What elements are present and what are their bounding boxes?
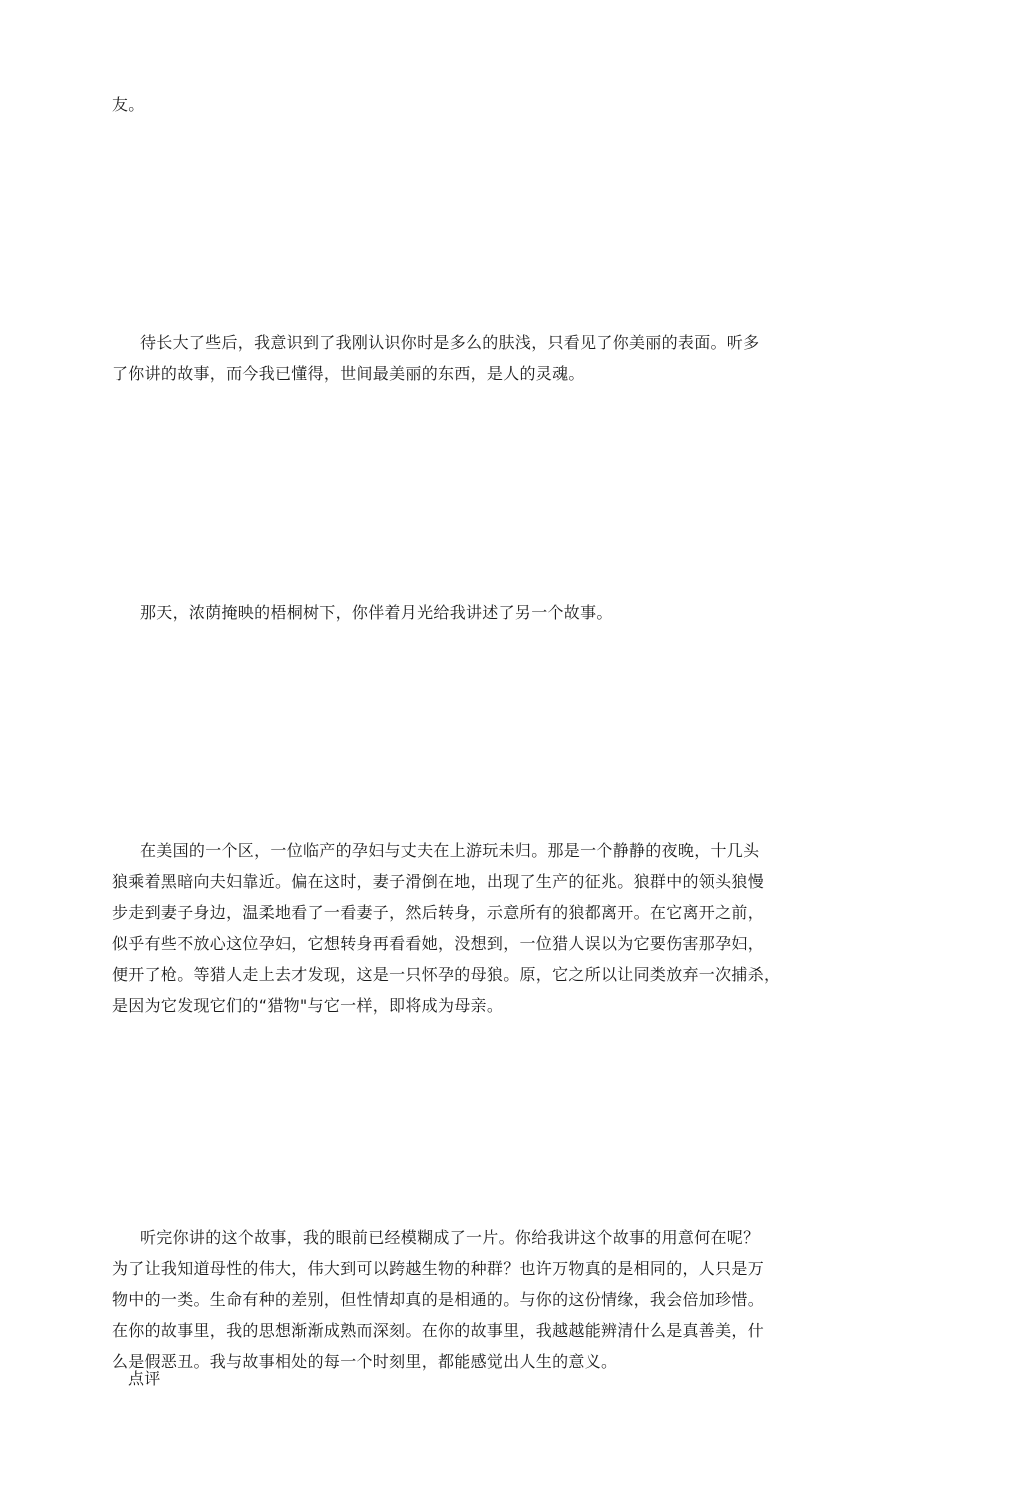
paragraph-3 [112,597,812,628]
paragraph-line: 似乎有些不放心这位孕妇，它想转身再看看她，没想到，一位猎人误以为它要伤害那孕妇， [112,934,765,953]
paragraph-4 [112,835,812,1021]
paragraph-line: 了你讲的故事，而今我已懂得，世间最美丽的东西，是人的灵魂。 [112,364,585,383]
paragraph-line: 便开了枪。等猎人走上去才发现，这是一只怀孕的母狼。原，它之所以让同类放弃一次捕杀， [112,965,781,984]
paragraph-line: 狼乘着黑暗向夫妇靠近。偏在这时，妻子滑倒在地，出现了生产的征兆。狼群中的领头狼慢 [112,872,765,891]
paragraph-line: 在美国的一个区，一位临产的孕妇与丈夫在上游玩未归。那是一个静静的夜晚，十几头 [140,841,760,860]
paragraph-line: 友。 [112,95,145,114]
paragraph-line: 是因为它发现它们的“猎物"与它一样，即将成为母亲。 [112,996,504,1015]
paragraph-line: 么是假恶丑。我与故事相处的每一个时刻里，都能感觉出人生的意义。 [112,1352,618,1371]
paragraph-1 [112,89,812,120]
paragraph-line: 为了让我知道母性的伟大，伟大到可以跨越生物的种群？也许万物真的是相同的，人只是万 [112,1259,765,1278]
paragraph-line: 那天，浓荫掩映的梧桐树下，你伴着月光给我讲述了另一个故事。 [140,603,613,622]
paragraph-line: 物中的一类。生命有种的差别，但性情却真的是相通的。与你的这份情缘，我会倍加珍惜。 [112,1290,765,1309]
paragraph-5 [112,1222,812,1377]
paragraph-2 [112,327,812,389]
comment-heading: 点评 [128,1369,161,1388]
paragraph-line: 在你的故事里，我的思想渐渐成熟而深刻。在你的故事里，我越越能辨清什么是真善美，什 [112,1321,765,1340]
paragraph-line: 听完你讲的这个故事，我的眼前已经模糊成了一片。你给我讲这个故事的用意何在呢？ [140,1228,760,1247]
paragraph-line: 步走到妻子身边，温柔地看了一看妻子，然后转身，示意所有的狼都离开。在它离开之前， [112,903,765,922]
paragraph-line: 待长大了些后，我意识到了我刚认识你时是多么的肤浅，只看见了你美丽的表面。听多 [140,333,760,352]
